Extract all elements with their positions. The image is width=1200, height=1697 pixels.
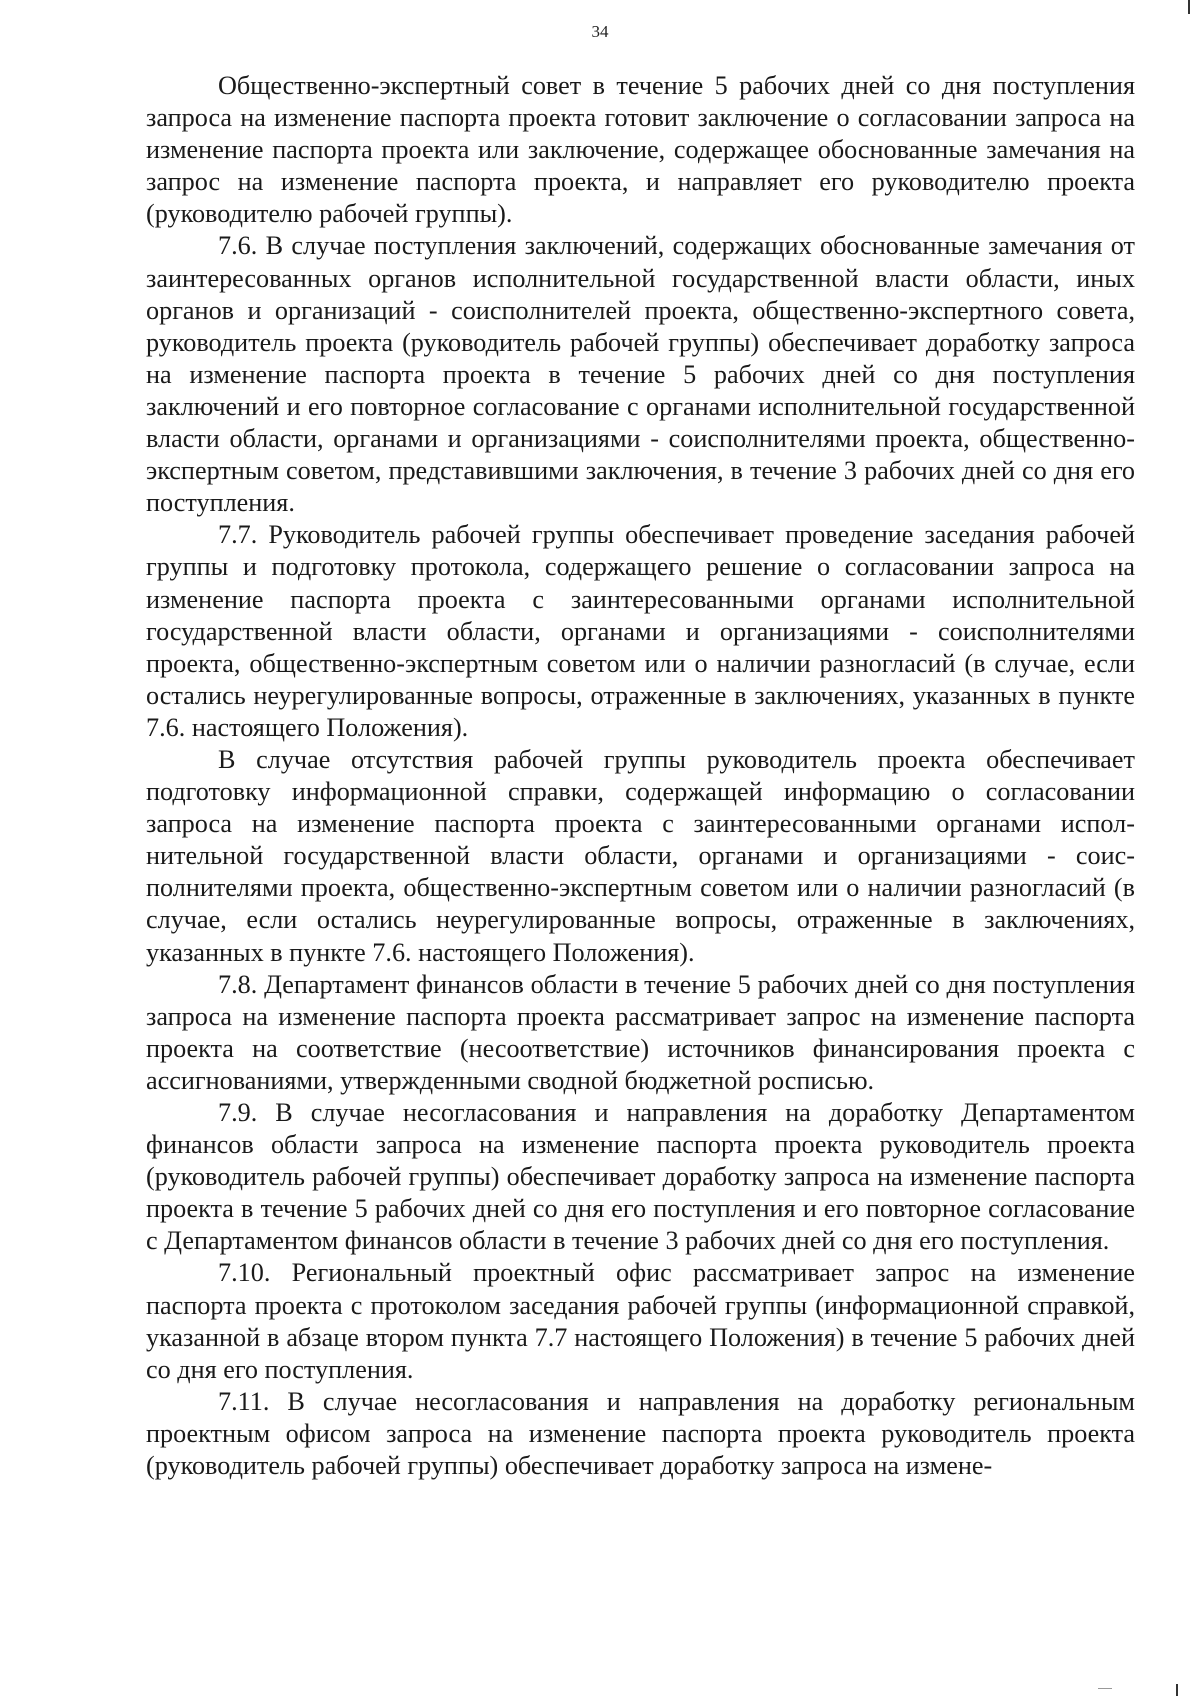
paragraph-7-7: 7.7. Руководитель рабочей группы обеспечивает проведение заседания рабочей группы и подготовку протокола, содержащего решение о согласовании запроса на изменение паспорта проекта с заинтересованными органами исполнительной государственной власти области, органами и организациями - соисполнителями проекта, общественно-экспертным советом или о наличии разногласий (в случае, если остались неурегулированные вопросы, отраженные в заключениях, указанных в пункте 7.6. настоящего Положения).: [146, 520, 1135, 742]
paragraph-7-6: 7.6. В случае поступления заключений, содержащих обоснованные замечания от заинтересованных органов исполнительной государственной власти области, иных органов и организаций - соисполнителей проекта, общественно-экспертного совета, руководитель проекта (руководитель рабочей группы) обеспечивает доработку запроса на изменение паспорта проекта в течение 5 рабочих дней со дня поступления заключений и его повторное согласование с органами исполнительной государственной власти области, органами и организациями - соисполнителями проекта, общественно-экспертным советом, представившими заключения, в течение 3 рабочих дней со дня его поступления.: [146, 231, 1135, 518]
scan-edge-mark-top-right: [1188, 0, 1190, 14]
scan-edge-mark-bottom-right: [1176, 1684, 1178, 1696]
paragraph-7-9: 7.9. В случае несогласования и направления на доработку Департаментом финансов области запроса на изменение паспорта проекта руководитель проекта (руководитель рабочей группы) обеспечивает доработку запроса на изменение паспорта проекта в течение 5 рабочих дней со дня его поступления и его повторное согласование с Департаментом финансов области в течение 3 рабочих дней со дня его поступления.: [146, 1098, 1135, 1256]
paragraph-7-10: 7.10. Региональный проектный офис рассматривает запрос на изменение паспорта проекта с протоколом заседания рабочей группы (информационной справкой, указанной в абзаце втором пункта 7.7 настоящего Положения) в течение 5 рабочих дней со дня его поступления.: [146, 1258, 1135, 1384]
paragraph-7-11: 7.11. В случае несогласования и направления на доработку региональным проектным офисом запроса на изменение паспорта проекта руководитель проекта (руководитель рабочей группы) обеспечивает доработку запроса на измене-: [146, 1386, 1135, 1481]
document-body: [146, 70, 1135, 1482]
paragraph-no-working-group: В случае отсутствия рабочей группы руководитель проекта обеспечивает подготовку информационной справки, содержащей информацию о согласовании запроса на изменение паспорта проекта с заинтересованными органами исполнительной государственной власти области, органами и организациями - соисполнителями проекта, общественно-экспертным советом или о наличии разногласий (в случае, если остались неурегулированные вопросы, отраженные в заключениях, указанных в пункте 7.6. настоящего Положения).: [146, 744, 1135, 967]
scan-edge-mark-bottom: [1098, 1688, 1112, 1689]
page-number: 34: [591, 22, 609, 41]
paragraph-7-8: 7.8. Департамент финансов области в течение 5 рабочих дней со дня поступления запроса на изменение паспорта проекта рассматривает запрос на изменение паспорта проекта на соответствие (несоответствие) источников финансирования проекта с ассигнованиями, утвержденными сводной бюджетной росписью.: [146, 969, 1135, 1095]
paragraph-council-opinion: Общественно-экспертный совет в течение 5 рабочих дней со дня поступления запроса на изменение паспорта проекта готовит заключение о согласовании запроса на изменение паспорта проекта или заключение, содержащее обоснованные замечания на запрос на изменение паспорта проекта, и направляет его руководителю проекта (руководителю рабочей группы).: [146, 71, 1135, 229]
